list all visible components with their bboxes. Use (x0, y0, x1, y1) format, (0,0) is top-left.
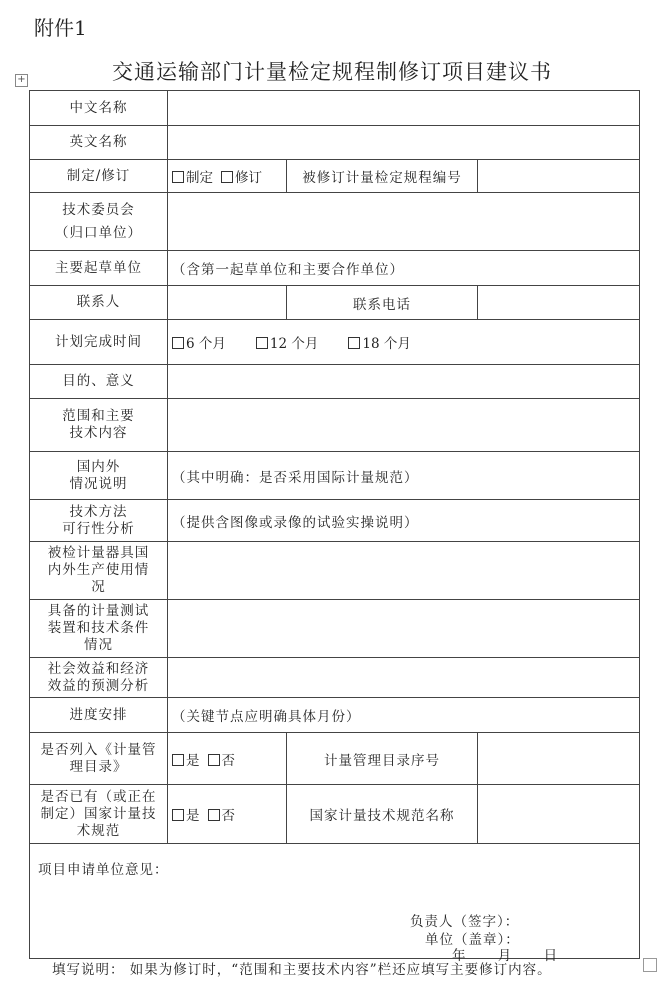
row-status (30, 452, 640, 500)
label-committee: 技术委员会 （归口单位） (30, 193, 168, 251)
label-revised-code: 被修订计量检定规程编号 (287, 160, 478, 193)
label-national-norm: 是否已有（或正在 制定）国家计量技 术规范 (30, 785, 168, 844)
field-drafter[interactable]: （含第一起草单位和主要合作单位） (168, 251, 640, 286)
label-purpose: 目的、意义 (30, 365, 168, 399)
row-en-name (30, 126, 640, 160)
checkbox-icon[interactable] (172, 809, 184, 821)
row-usage (30, 542, 640, 600)
field-revised-code[interactable] (478, 160, 640, 193)
field-method[interactable]: （提供含图像或录像的试验实操说明） (168, 500, 640, 542)
label-scope: 范围和主要 技术内容 (30, 399, 168, 452)
label-catalog: 是否列入《计量管 理目录》 (30, 733, 168, 785)
field-purpose[interactable] (168, 365, 640, 399)
field-scope[interactable] (168, 399, 640, 452)
row-scope (30, 399, 640, 452)
label-contact: 联系人 (30, 286, 168, 320)
field-schedule[interactable]: （关键节点应明确具体月份） (168, 698, 640, 733)
row-plan-time (30, 320, 640, 365)
type-options (168, 160, 287, 193)
checkbox-icon[interactable] (221, 171, 233, 183)
row-schedule (30, 698, 640, 733)
label-type: 制定/修订 (30, 160, 168, 193)
checkbox-icon[interactable] (256, 337, 268, 349)
option-catalog-yes[interactable]: 是 (172, 753, 200, 769)
field-cn-name[interactable] (168, 91, 640, 126)
option-make[interactable]: 制定 (172, 170, 213, 186)
checkbox-icon[interactable] (172, 754, 184, 766)
label-schedule: 进度安排 (30, 698, 168, 733)
field-equipment[interactable] (168, 600, 640, 658)
checkbox-icon[interactable] (172, 337, 184, 349)
row-catalog (30, 733, 640, 785)
option-norm-yes[interactable]: 是 (172, 808, 200, 824)
label-norm-name: 国家计量技术规范名称 (287, 785, 478, 844)
option-18-months[interactable]: 18 个月 (348, 336, 410, 352)
attachment-label: 附件1 (34, 16, 87, 40)
opinion-label: 项目申请单位意见： (38, 862, 169, 878)
field-phone[interactable] (478, 286, 640, 320)
field-status[interactable]: （其中明确：是否采用国际计量规范） (168, 452, 640, 500)
field-benefit[interactable] (168, 658, 640, 698)
corner-marker (643, 958, 657, 972)
row-purpose (30, 365, 640, 399)
label-method: 技术方法 可行性分析 (30, 500, 168, 542)
sign-person-label: 负责人（签字）： (410, 914, 520, 930)
row-drafter (30, 251, 640, 286)
label-catalog-no: 计量管理目录序号 (287, 733, 478, 785)
table-move-handle-icon[interactable]: + (15, 74, 28, 87)
plan-time-options (168, 320, 640, 365)
label-usage: 被检计量器具国 内外生产使用情 况 (30, 542, 168, 600)
label-drafter: 主要起草单位 (30, 251, 168, 286)
document-title: 交通运输部门计量检定规程制修订项目建议书 (112, 60, 552, 84)
proposal-form-table (29, 90, 640, 964)
row-opinion (30, 844, 640, 959)
option-catalog-no[interactable]: 否 (208, 753, 236, 769)
checkbox-icon[interactable] (208, 754, 220, 766)
label-cn-name: 中文名称 (30, 91, 168, 126)
label-benefit: 社会效益和经济 效益的预测分析 (30, 658, 168, 698)
option-revise[interactable]: 修订 (221, 170, 262, 186)
sign-date-label: 年 月 日 (452, 948, 558, 964)
row-national-norm (30, 785, 640, 844)
row-cn-name (30, 91, 640, 126)
row-type (30, 160, 640, 193)
row-method (30, 500, 640, 542)
row-committee (30, 193, 640, 251)
catalog-options (168, 733, 287, 785)
norm-options (168, 785, 287, 844)
field-usage[interactable] (168, 542, 640, 600)
option-6-months[interactable]: 6 个月 (172, 336, 226, 352)
field-committee[interactable] (168, 193, 640, 251)
row-benefit (30, 658, 640, 698)
sign-unit-label: 单位（盖章）： (425, 932, 520, 948)
field-contact[interactable] (168, 286, 287, 320)
label-en-name: 英文名称 (30, 126, 168, 160)
label-equipment: 具备的计量测试 装置和技术条件 情况 (30, 600, 168, 658)
checkbox-icon[interactable] (208, 809, 220, 821)
checkbox-icon[interactable] (348, 337, 360, 349)
field-opinion[interactable] (30, 844, 640, 964)
option-12-months[interactable]: 12 个月 (256, 336, 318, 352)
row-contact (30, 286, 640, 320)
label-phone: 联系电话 (287, 286, 478, 320)
label-status: 国内外 情况说明 (30, 452, 168, 500)
field-en-name[interactable] (168, 126, 640, 160)
field-catalog-no[interactable] (478, 733, 640, 785)
filling-instructions: 填写说明： 如果为修订时，“范围和主要技术内容”栏还应填写主要修订内容。 (52, 962, 552, 978)
label-plan-time: 计划完成时间 (30, 320, 168, 365)
field-norm-name[interactable] (478, 785, 640, 844)
checkbox-icon[interactable] (172, 171, 184, 183)
row-equipment (30, 600, 640, 658)
option-norm-no[interactable]: 否 (208, 808, 236, 824)
